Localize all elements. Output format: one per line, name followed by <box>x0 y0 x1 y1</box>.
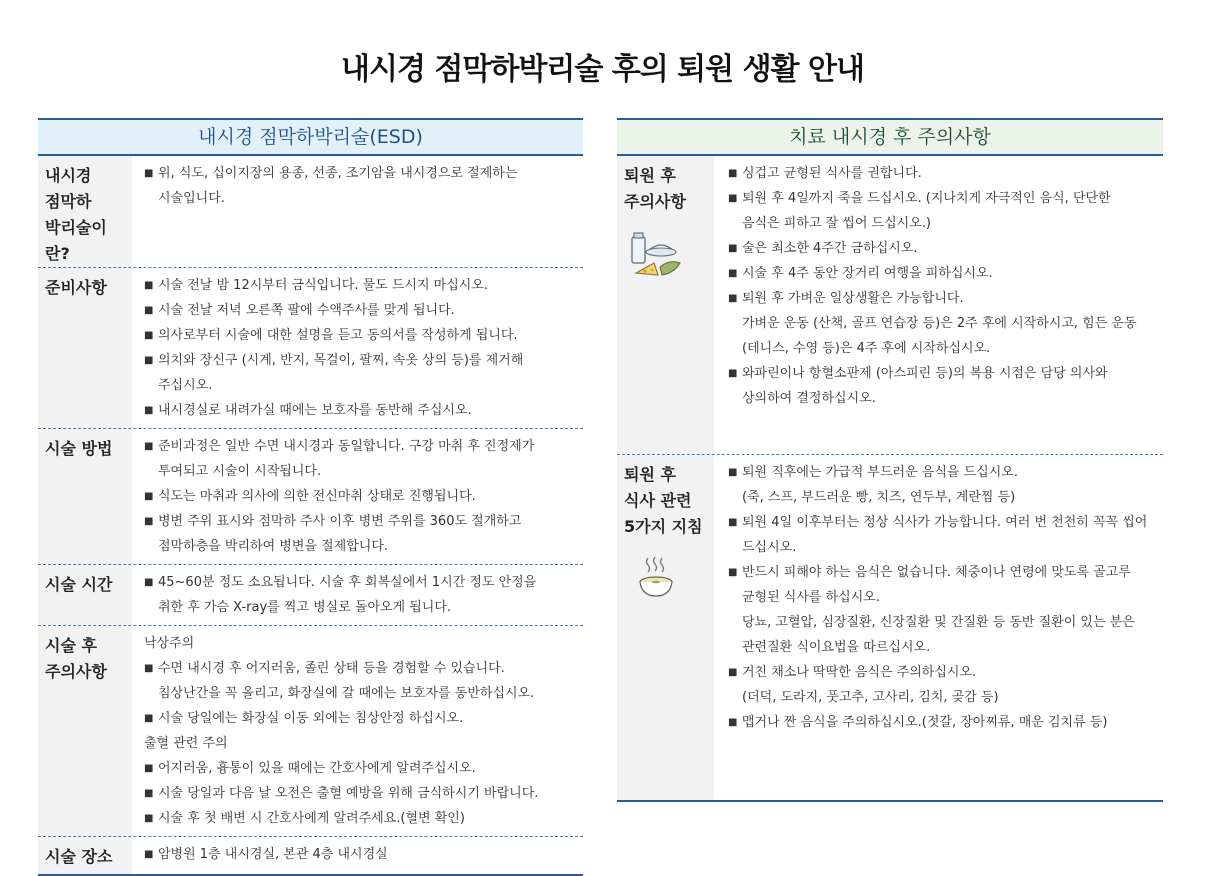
row-label <box>617 455 714 800</box>
bullet-text: 퇴원 직후에는 가급적 부드러운 음식을 드십시오. <box>742 465 1018 480</box>
info-row <box>38 428 583 564</box>
bullet-icon: ■ <box>728 193 738 204</box>
bullet-text: 술은 최소한 4주간 금하십시오. <box>742 241 918 256</box>
after-care-panel-body <box>617 154 1163 802</box>
row-label <box>38 429 132 564</box>
bullet-icon: ■ <box>144 516 154 527</box>
bullet-icon: ■ <box>144 330 154 341</box>
continuation-text: 침상난간을 꼭 올리고, 화장실에 갈 때에는 보호자를 동반하십시오. <box>158 686 535 701</box>
bullet-icon: ■ <box>144 168 154 179</box>
bullet-text: 시술 후 첫 배변 시 간호사에게 알려주세요.(혈변 확인) <box>158 811 465 826</box>
row-label <box>38 565 132 625</box>
bullet-item <box>728 660 1159 685</box>
info-row <box>38 836 583 874</box>
bullet-icon: ■ <box>728 467 738 478</box>
bullet-text: 거친 채소나 딱딱한 음식은 주의하십시오. <box>742 665 977 680</box>
continuation-text: 상의하여 결정하십시오. <box>742 391 876 406</box>
bullet-item <box>728 510 1159 535</box>
continuation-text: (더덕, 도라지, 풋고추, 고사리, 김치, 곶감 등) <box>742 690 999 705</box>
bullet-icon: ■ <box>144 663 154 674</box>
bullet-icon: ■ <box>144 441 154 452</box>
continuation-text: 취한 후 가슴 X-ray를 찍고 병실로 돌아오게 됩니다. <box>158 600 452 615</box>
row-label-line: 준비사항 <box>45 278 107 297</box>
bullet-item <box>144 273 579 298</box>
continuation-text: (죽, 스프, 부드러운 빵, 치즈, 연두부, 계란찜 등) <box>742 490 1016 505</box>
continuation-text: 점막하층을 박리하여 병변을 절제합니다. <box>158 539 389 554</box>
row-label-line: 주의사항 <box>624 192 686 211</box>
bullet-text: 암병원 1층 내시경실, 본관 4층 내시경실 <box>158 847 388 862</box>
info-row <box>38 564 583 625</box>
bullet-text: 시술 당일에는 화장실 이동 외에는 침상안정 하십시오. <box>158 711 464 726</box>
row-content <box>132 837 583 874</box>
bullet-text: 위, 식도, 십이지장의 용종, 선종, 조기암을 내시경으로 절제하는 <box>158 166 518 181</box>
bullet-item <box>144 348 579 373</box>
row-content <box>714 455 1163 800</box>
row-label <box>38 626 132 836</box>
row-label <box>617 156 714 454</box>
bullet-item <box>728 161 1159 186</box>
continuation-text: 음식은 피하고 잘 씹어 드십시오.) <box>742 216 931 231</box>
bullet-text: 병변 주위 표시와 점막하 주사 이후 병변 주위를 360도 절개하고 <box>158 514 522 529</box>
bullet-icon: ■ <box>728 243 738 254</box>
bullet-text: 시술 후 4주 동안 장거리 여행을 피하십시오. <box>742 266 993 281</box>
bullet-item <box>144 298 579 323</box>
bullet-icon: ■ <box>144 788 154 799</box>
row-label-line: 박리술이란? <box>45 218 107 263</box>
bullet-text: 어지러움, 흉통이 있을 때에는 간호사에게 알려주십시오. <box>158 761 476 776</box>
bullet-item <box>144 323 579 348</box>
bullet-item <box>728 460 1159 485</box>
bullet-text: 퇴원 4일 이후부터는 정상 식사가 가능합니다. 여러 번 천천히 꼭꼭 씹어 <box>742 515 1148 530</box>
bullet-item <box>144 161 579 186</box>
row-label-line: 퇴원 후 <box>624 465 676 484</box>
bullet-icon: ■ <box>144 763 154 774</box>
soup-icon <box>636 554 708 606</box>
bullet-text: 의사로부터 시술에 대한 설명을 듣고 동의서를 작성하게 됩니다. <box>158 328 518 343</box>
row-label <box>38 156 132 267</box>
bullet-item <box>144 781 579 806</box>
bullet-icon: ■ <box>144 491 154 502</box>
bullet-item <box>144 706 579 731</box>
info-row <box>38 625 583 836</box>
row-content <box>132 565 583 625</box>
bullet-text: 수면 내시경 후 어지러움, 졸린 상태 등을 경험할 수 있습니다. <box>158 661 505 676</box>
esd-panel <box>38 118 583 876</box>
bullet-icon: ■ <box>144 355 154 366</box>
bullet-item <box>728 261 1159 286</box>
bullet-icon: ■ <box>144 577 154 588</box>
bullet-icon: ■ <box>728 517 738 528</box>
bullet-item <box>144 398 579 423</box>
continuation-text: 균형된 식사를 하십시오. <box>742 590 880 605</box>
bullet-item <box>728 361 1159 386</box>
bullet-item <box>144 806 579 831</box>
bullet-icon: ■ <box>144 280 154 291</box>
bullet-item <box>728 236 1159 261</box>
bullet-item <box>144 509 579 534</box>
page-title: 내시경 점막하박리술 후의 퇴원 생활 안내 <box>341 52 864 87</box>
bullet-item <box>144 434 579 459</box>
bullet-text: 식도는 마취과 의사에 의한 전신마취 상태로 진행됩니다. <box>158 489 476 504</box>
row-label-line: 주의사항 <box>45 662 107 681</box>
bullet-text: 반드시 피해야 하는 음식은 없습니다. 체중이나 연령에 맞도록 골고루 <box>742 565 1131 580</box>
bullet-text: 의치와 장신구 (시계, 반지, 목걸이, 팔찌, 속옷 상의 등)를 제거해 <box>158 353 524 368</box>
bullet-icon: ■ <box>144 813 154 824</box>
continuation-text: 드십시오. <box>742 540 797 555</box>
bullet-icon: ■ <box>728 368 738 379</box>
row-label-line: 점막하 <box>45 192 92 211</box>
bullet-text: 맵거나 짠 음식을 주의하십시오.(젓갈, 장아찌류, 매운 김치류 등) <box>742 715 1108 730</box>
continuation-text: 주십시오. <box>158 378 213 393</box>
bullet-text: 내시경실로 내려가실 때에는 보호자를 동반해 주십시오. <box>158 403 472 418</box>
row-label-line: 5가지 지침 <box>624 517 703 536</box>
row-content <box>132 429 583 564</box>
bullet-icon: ■ <box>144 713 154 724</box>
row-label-line: 시술 시간 <box>45 575 113 594</box>
subheading-text: 낙상주의 <box>144 636 195 651</box>
row-label-line: 시술 후 <box>45 636 97 655</box>
row-label <box>38 268 132 428</box>
bullet-icon: ■ <box>728 168 738 179</box>
bullet-icon: ■ <box>728 293 738 304</box>
bullet-icon: ■ <box>728 268 738 279</box>
after-care-panel <box>617 118 1163 802</box>
bullet-text: 싱겁고 균형된 식사를 권합니다. <box>742 166 922 181</box>
bullet-text: 시술 전날 밤 12시부터 금식입니다. 물도 드시지 마십시오. <box>158 278 489 293</box>
bullet-item <box>728 560 1159 585</box>
subheading-text: 출혈 관련 주의 <box>144 736 228 751</box>
bullet-icon: ■ <box>144 849 154 860</box>
bullet-icon: ■ <box>144 305 154 316</box>
bullet-item <box>728 710 1159 735</box>
bullet-text: 시술 당일과 다음 날 오전은 출혈 예방을 위해 금식하시기 바랍니다. <box>158 786 539 801</box>
bullet-text: 준비과정은 일반 수면 내시경과 동일합니다. 구강 마취 후 진정제가 <box>158 439 535 454</box>
continuation-text: (테니스, 수영 등)은 4주 후에 시작하십시오. <box>742 341 991 356</box>
info-row <box>617 454 1163 800</box>
bullet-text: 45~60분 정도 소요됩니다. 시술 후 회복실에서 1시간 정도 안정을 <box>158 575 537 590</box>
row-label-line: 시술 장소 <box>45 847 113 866</box>
esd-panel-header: 내시경 점막하박리술(ESD) <box>38 118 583 154</box>
continuation-text: 투여되고 시술이 시작됩니다. <box>158 464 322 479</box>
row-label-line: 내시경 <box>45 166 92 185</box>
row-label-line: 식사 관련 <box>624 491 692 510</box>
continuation-text: 시술입니다. <box>158 191 225 206</box>
info-row <box>38 267 583 428</box>
bullet-item <box>728 186 1159 211</box>
row-content <box>132 626 583 836</box>
row-content <box>132 156 583 267</box>
bullet-icon: ■ <box>728 567 738 578</box>
after-care-panel-header: 치료 내시경 후 주의사항 <box>617 118 1163 154</box>
food-icon <box>628 229 708 293</box>
bullet-text: 퇴원 후 가벼운 일상생활은 가능합니다. <box>742 291 964 306</box>
bullet-text: 와파린이나 항혈소판제 (아스피린 등)의 복용 시점은 담당 의사와 <box>742 366 1108 381</box>
info-row <box>38 154 583 267</box>
row-label <box>38 837 132 874</box>
row-content <box>714 156 1163 454</box>
row-content <box>132 268 583 428</box>
bullet-icon: ■ <box>728 667 738 678</box>
bullet-item <box>144 842 579 867</box>
row-label-line: 퇴원 후 <box>624 166 676 185</box>
esd-panel-body <box>38 154 583 876</box>
bullet-item <box>144 484 579 509</box>
info-row <box>617 154 1163 454</box>
bullet-icon: ■ <box>144 405 154 416</box>
bullet-item <box>144 570 579 595</box>
continuation-text: 관련질환 식이요법을 따르십시오. <box>742 640 931 655</box>
bullet-item <box>144 756 579 781</box>
continuation-text: 가벼운 운동 (산책, 골프 연습장 등)은 2주 후에 시작하시고, 힘든 운동 <box>742 316 1137 331</box>
continuation-text: 당뇨, 고혈압, 심장질환, 신장질환 및 간질환 등 동반 질환이 있는 분은 <box>742 615 1135 630</box>
bullet-icon: ■ <box>728 717 738 728</box>
bullet-item <box>728 286 1159 311</box>
bullet-item <box>144 656 579 681</box>
bullet-text: 퇴원 후 4일까지 죽을 드십시오. (지나치게 자극적인 음식, 단단한 <box>742 191 1111 206</box>
row-label-line: 시술 방법 <box>45 439 113 458</box>
bullet-text: 시술 전날 저녁 오른쪽 팔에 수액주사를 맞게 됩니다. <box>158 303 455 318</box>
